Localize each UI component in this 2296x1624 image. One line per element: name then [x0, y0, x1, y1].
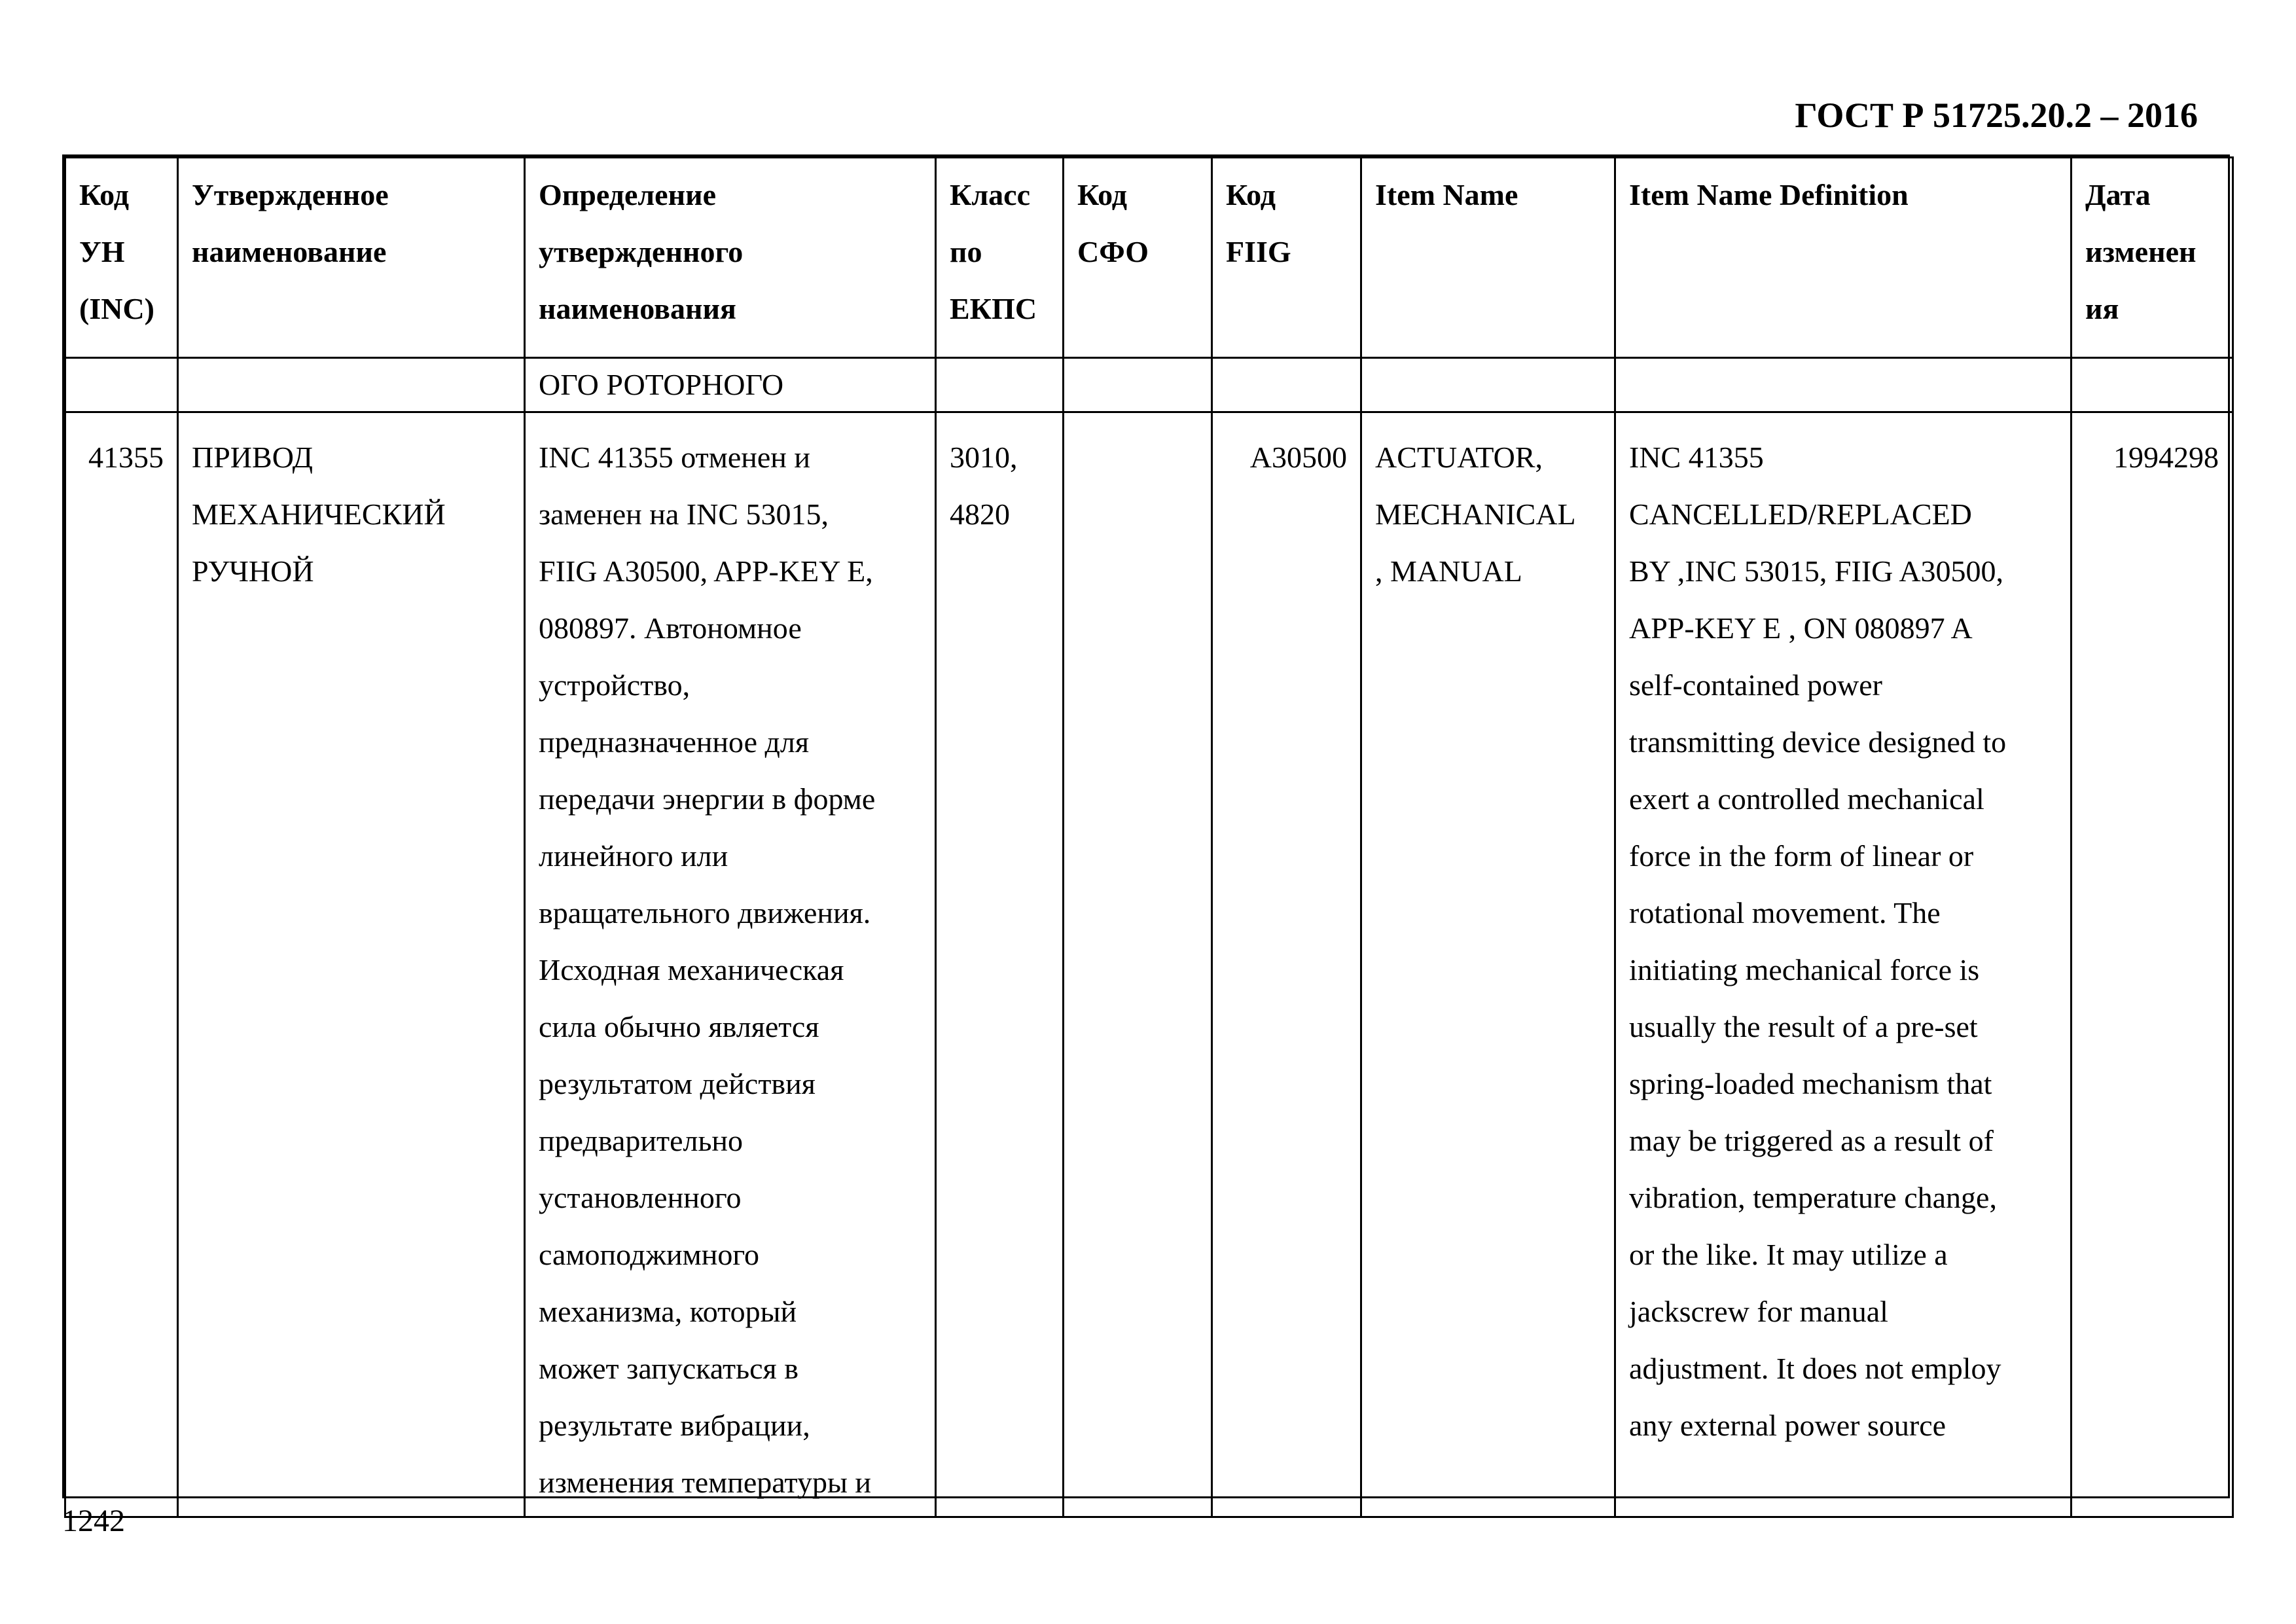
item-name-cell: ACTUATOR, MECHANICAL , MANUAL [1361, 412, 1615, 1517]
table-cell [65, 358, 178, 412]
change-date-cell: 1994298 [2072, 412, 2233, 1517]
column-header-approved-name: Утвержденное наименование [178, 158, 525, 358]
table-row [65, 412, 2233, 1517]
registry-table [64, 156, 2234, 1518]
table-cell [2072, 358, 2233, 412]
table-cell [936, 358, 1064, 412]
sfo-cell [1064, 412, 1212, 1517]
column-header-name-definition: Определение утвержденного наименования [525, 158, 936, 358]
table-row-continued [65, 358, 2233, 412]
column-header-item-name: Item Name [1361, 158, 1615, 358]
registry-table-frame [62, 154, 2230, 1498]
name-definition-cell: INC 41355 отменен и заменен на INC 53015, FIIG A30500, APP-KEY E, 080897. Автономное устройство, предназначенное для передачи энергии в форме линейного или вращательного движения. Исходная механическая сила обычно является результатом действия предварительно установленного самоподжимного механизма, который может запускаться в результате вибрации, изменения температуры и [525, 412, 936, 1517]
column-header-sfo: Код СФО [1064, 158, 1212, 358]
column-header-item-name-definition: Item Name Definition [1615, 158, 2072, 358]
class-cell: 3010, 4820 [936, 412, 1064, 1517]
column-header-change-date: Дата изменен ия [2072, 158, 2233, 358]
column-header-inc: Код УН (INC) [65, 158, 178, 358]
definition-continuation-cell: ОГО РОТОРНОГО [525, 358, 936, 412]
approved-name-cell: ПРИВОД МЕХАНИЧЕСКИЙ РУЧНОЙ [178, 412, 525, 1517]
table-cell [1361, 358, 1615, 412]
inc-cell: 41355 [65, 412, 178, 1517]
column-header-fiig: Код FIIG [1212, 158, 1361, 358]
table-header-row [65, 158, 2233, 358]
column-header-class: Класс по ЕКПС [936, 158, 1064, 358]
fiig-cell: A30500 [1212, 412, 1361, 1517]
table-cell [1064, 358, 1212, 412]
table-cell [1212, 358, 1361, 412]
table-cell [178, 358, 525, 412]
page-number: 1242 [62, 1504, 125, 1538]
item-name-definition-cell: INC 41355 CANCELLED/REPLACED BY ,INC 53015, FIIG A30500, APP-KEY E , ON 080897 A self-contained power transmitting device designed to exert a controlled mechanical force in the form of linear or rotational movement. The initiating mechanical force is usually the result of a pre-set spring-loaded mechanism that may be triggered as a result of vibration, temperature change, or the like. It may utilize a jackscrew for manual adjustment. It does not employ any external power source [1615, 412, 2072, 1517]
standard-designation: ГОСТ Р 51725.20.2 – 2016 [1795, 96, 2198, 135]
table-cell [1615, 358, 2072, 412]
